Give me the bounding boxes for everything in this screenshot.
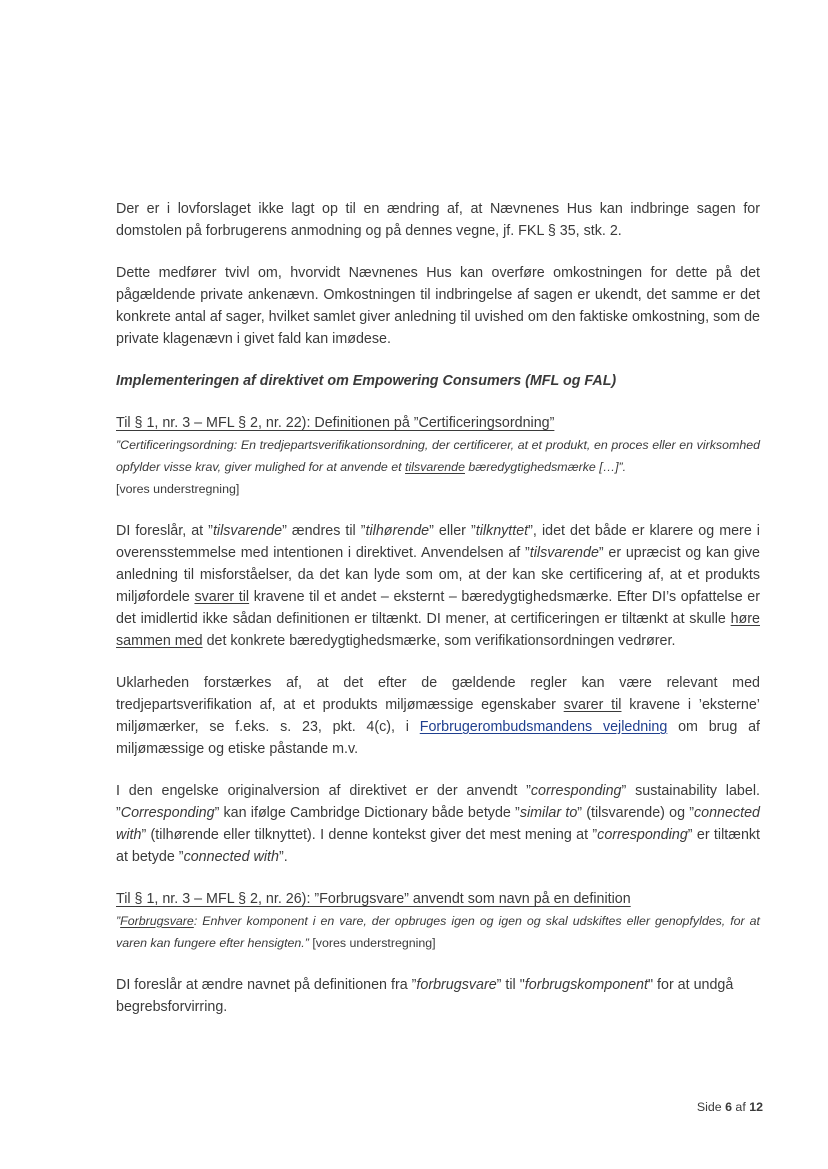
subsection-title-forbrugsvare: Til § 1, nr. 3 – MFL § 2, nr. 26): ”Forbrugsvare” anvendt som navn på en definition <box>116 891 631 907</box>
paragraph-6: DI foreslår at ændre navnet på definitionen fra ”forbrugsvare” til "forbrugskomponent" for at undgå begrebsforvirring. <box>116 977 734 1015</box>
paragraph-4: Uklarheden forstærkes af, at det efter de gældende regler kan være relevant med tredjepartsverifikation af, at et produkts miljømæssige egenskaber svarer til kravene i ’eksterne’ miljømærker, se f.eks. s. 23, pkt. 4(c), i Forbrugerombudsmandens vejledning om brug af miljømæssige og etiske påstande m.v. <box>116 675 760 757</box>
paragraph-2: Dette medfører tvivl om, hvorvidt Nævnenes Hus kan overføre omkostningen for dette på det pågældende private ankenævn. Omkostningen til indbringelse af sagen er ukendt, det samme er det konkrete antal af sager, hvilket samlet giver anledning til uvished om den faktiske omkostning, som de private klagenævn i givet fald kan imødese. <box>116 265 760 347</box>
underline-note: [vores understregning] <box>116 482 240 496</box>
subsection-title-certificeringsordning: Til § 1, nr. 3 – MFL § 2, nr. 22): Definitionen på ”Certificeringsordning” <box>116 415 555 431</box>
page-number: Side 6 af 12 <box>696 1100 763 1114</box>
definition-quote-forbrugsvare: ”Forbrugsvare: Enhver komponent i en vare, der opbruges igen og igen og skal udskiftes eller genopfyldes, for at varen kan fungere efter hensigten.” [vores understregning] <box>116 914 760 950</box>
forbrugerombudsmanden-vejledning-link[interactable]: Forbrugerombudsmandens vejledning <box>419 719 668 735</box>
document-page <box>116 198 760 1018</box>
paragraph-3: DI foreslår, at ”tilsvarende” ændres til ”tilhørende” eller ”tilknyttet”, idet det både er klarere og mere i overensstemmelse med intentionen i direktivet. Anvendelsen af ”tilsvarende” er upræcist og kan give anledning til misforståelser, da det kan lyde som om, at der kan ske certificering af, at et produkts miljøfordele svarer til kravene til et andet – eksternt – bæredygtighedsmærke. Efter DI’s opfattelse er det imidlertid ikke sådan definitionen er tiltænkt. DI mener, at certificeringen er tiltænkt at skulle høre sammen med det konkrete bæredygtighedsmærke, som verifikationsordningen vedrører. <box>116 523 760 649</box>
paragraph-5: I den engelske originalversion af direktivet er der anvendt ”corresponding” sustainability label. ”Corresponding” kan ifølge Cambridge Dictionary både betyde ”similar to” (tilsvarende) og ”connected with” (tilhørende eller tilknyttet). I denne kontekst giver det mest mening at ”corresponding” er tiltænkt at betyde ”connected with”. <box>116 783 761 865</box>
paragraph-1: Der er i lovforslaget ikke lagt op til en ændring af, at Nævnenes Hus kan indbringe sagen for domstolen på forbrugerens anmodning og på dennes vegne, jf. FKL § 35, stk. 2. <box>116 201 760 239</box>
definition-quote-certificeringsordning: ”Certificeringsordning: En tredjepartsverifikationsordning, der certificerer, at et produkt, en proces eller en virksomhed opfylder visse krav, giver mulighed for at anvende et tilsvarende bæredygtighedsmærke […]”. <box>116 438 760 474</box>
section-heading: Implementeringen af direktivet om Empowering Consumers (MFL og FAL) <box>116 373 617 389</box>
